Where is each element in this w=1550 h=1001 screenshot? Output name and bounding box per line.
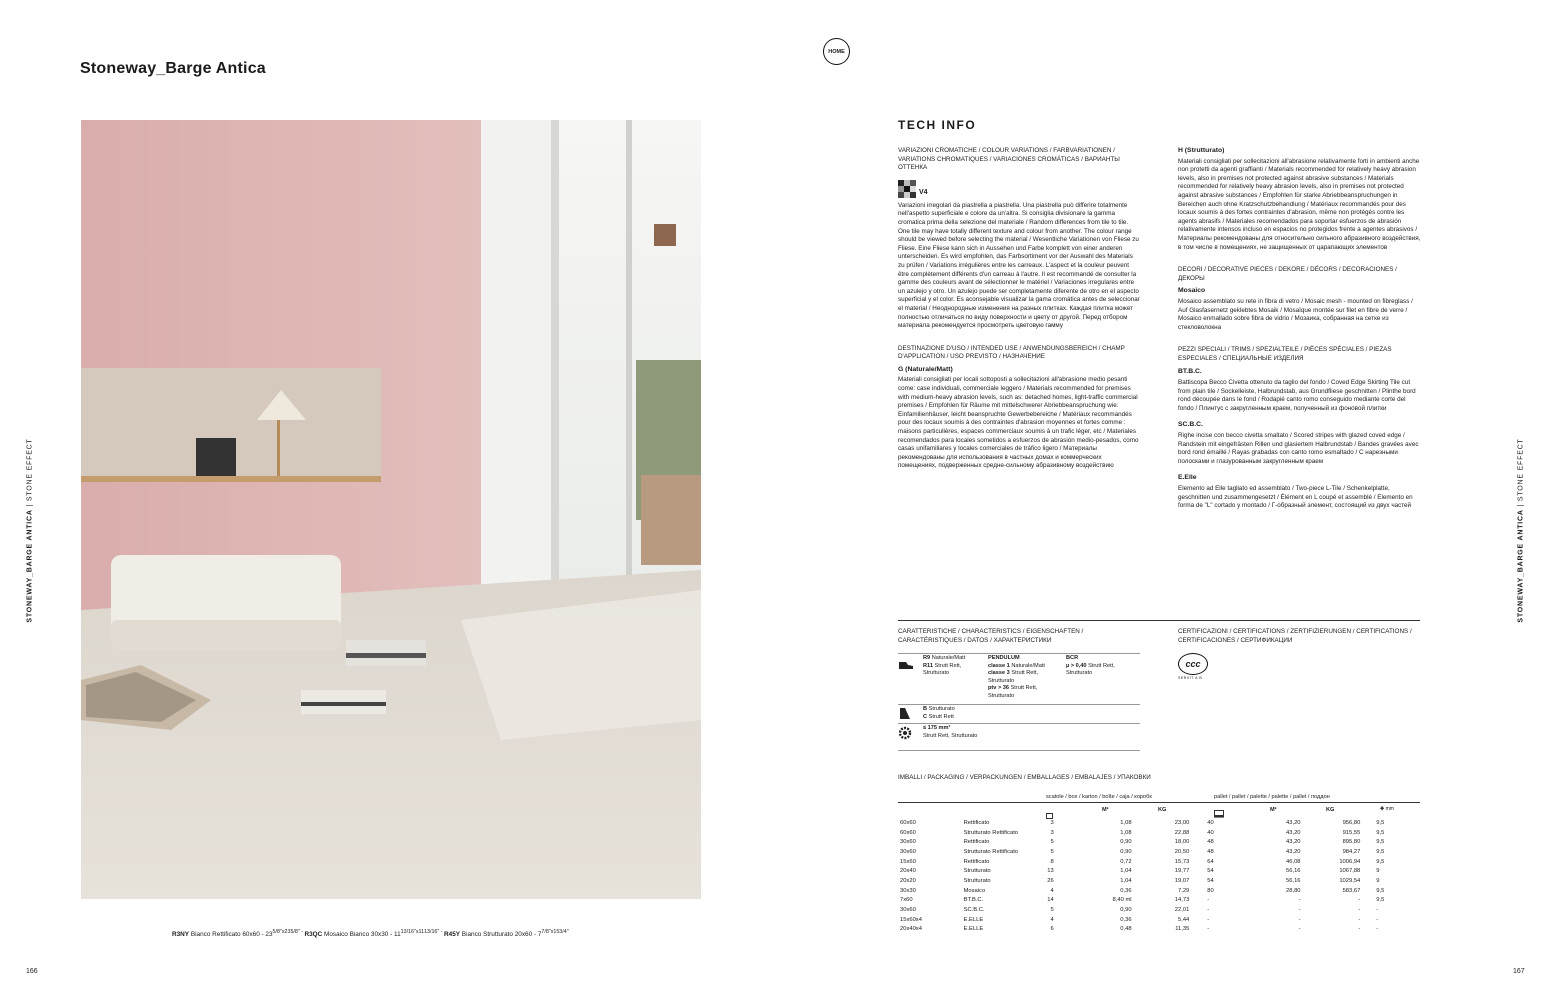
packaging-cell: 56,16 [1286,868,1301,875]
packaging-row [898,857,1420,867]
trim-text: Battiscopa Becco Civetta ottenuto da taglio del fondo / Coved Edge Skirting Tile cut from plain tile / Sockelleiste, Halbrundstab, aus Grundfliese geschnitten / Plinthe bord rond découpée dans le fond / Rodapié canto romo conseguido mediante corte del fondo / Плинтус с закругленным краем, полученный из фоновой плитки [1178,379,1416,412]
decor-heading: DECORI / DECORATIVE PIECES / DEKORE / DÉCORS / DECORACIONES / ДЕКОРЫ [1178,266,1397,282]
packaging-cell: 20x40x4 [900,926,922,933]
decor-text: Mosaico assemblato su rete in fibra di vetro / Mosaic mesh - mounted on fibreglass / Auf Glasfasernetz geklebtes Mosaik / Mosaïque montée sur filet en fibre de verre / Mosaico enmallado sobre fibra de vidrio / Мозаика, собранная на сетке из стекловолокна [1178,297,1413,331]
h-strutturato-section [1178,147,1423,252]
thickness-header: ✚ mm [1380,806,1394,812]
packaging-cell: SC.B.C. [963,907,985,914]
pallet-kg-header: KG [1326,807,1335,813]
packaging-row [898,925,1420,935]
packaging-cell: 1067,88 [1339,868,1361,875]
page-number-right: 167 [1513,968,1525,975]
box-kg-header: KG [1158,807,1167,813]
packaging-cell: 4 [1050,916,1054,923]
trim-text: Righe incise con becco civetta smaltato / Scored stripes with glazed coved edge / Randstein mit eingefrästen Rillen und glasiertem Halbrundstab / Bandes gravées avec bord rond émaillé / Rayas grabadas con canto romo esmaltado / С нарезными полосками и глазурованным закругленным краем [1178,432,1419,465]
packaging-row [898,828,1420,838]
packaging-cell: 0,36 [1120,916,1132,923]
packaging-row [898,818,1420,828]
packaging-cell: 3 [1050,819,1054,826]
h-strutturato-subheading: H (Strutturato) [1178,147,1225,154]
packaging-cell: Rettificato [963,858,990,865]
packaging-cell: 1029,54 [1339,877,1361,884]
packaging-cell: 9,5 [1376,829,1385,836]
packaging-cell: 14,73 [1174,897,1190,904]
certifications-section [1178,628,1423,645]
packaging-row [898,866,1420,876]
packaging-cell: 40 [1207,829,1214,836]
packaging-row [898,905,1420,915]
packaging-cell: 1,08 [1120,819,1132,826]
packaging-cell: 4 [1050,887,1054,894]
abrasion-values: ≤ 175 mm³ Strutt Rett, Strutturato [923,725,978,739]
packaging-cell: 43,20 [1286,819,1301,826]
packaging-heading: IMBALLI / PACKAGING / VERPACKUNGEN / EMBALLAGES / EMBALAJES / УПАКОВКИ [898,774,1151,781]
packaging-cell: Strutturato [963,877,991,884]
packaging-cell: 5 [1050,848,1054,855]
packaging-cell: 18,00 [1174,839,1190,846]
packaging-cell: Strutturato [963,868,991,875]
trim-subheading: BT.B.C. [1178,368,1202,376]
characteristics-divider [898,704,1140,705]
decor-subheading: Mosaico [1178,287,1206,295]
packaging-cell: 9 [1376,877,1380,884]
packaging-cell: 0,90 [1120,907,1132,914]
photo-caption: R3NY Bianco Rettificato $60x60 - 23^{5/8"x235/8" -}$ R3QC Mosaico Bianco $30x30 - 11^{13/16"x1113/16" -}$ R45Y Bianco Strutturato $20x60 - 7^{7/8"x153/4"}$ [172,929,569,939]
intended-use-subheading: G (Naturale/Matt) [898,365,953,373]
packaging-table [898,818,1420,934]
packaging-cell: - [1358,916,1361,923]
trims-heading: PEZZI SPECIALI / TRIMS / SPEZIALTEILE / PIÈCES SPÉCIALES / PIEZAS ESPECIALES / СПЕЦИАЛЬНЫЕ ИЗДЕЛИЯ [1178,346,1392,362]
pallet-m2-header: M² [1270,807,1277,813]
packaging-cell: E.ELLE [963,926,984,933]
packaging-cell: 20x40 [900,868,916,875]
packaging-cell: 1,04 [1120,868,1132,875]
packaging-row [898,886,1420,896]
packaging-cell: 0,48 [1120,926,1132,933]
packaging-cell: 20x20 [900,877,916,884]
colour-variations-section [898,147,1141,331]
packaging-cell: Rettificato [963,819,990,826]
packaging-cell: 48 [1207,848,1214,855]
packaging-cell: - [1298,916,1301,923]
characteristics-divider [898,723,1140,724]
packaging-cell: - [1298,926,1301,933]
packaging-cell: 956,80 [1342,819,1361,826]
pallet-group-label: pallet / pallet / palette / palette / pallet / поддон [1214,794,1330,800]
tech-right-column [1178,147,1423,511]
tech-info-title: TECH INFO [898,118,977,132]
packaging-cell: 0,36 [1120,887,1132,894]
packaging-cell: 80 [1207,887,1214,894]
packaging-cell: 30x60 [900,848,916,855]
section-divider [898,620,1420,621]
packaging-cell: Strutturato Rettificato [963,829,1019,836]
packaging-cell: 64 [1207,858,1214,865]
colour-variations-text: Variazioni irregolari da piastrella a piastrella. Una piastrella può differire totalmente nell'aspetto superficiale e colore da un'altra. Si consiglia divisionare la gamma cromatica prima della selezione del materiale / Random differences from tile to tile. One tile may have totally different texture and colour from another. The colour range should be viewed before selecting the material / Wesentliche Variationen von Fliese zu Fliese. Eine Fliese kann sich in Aussehen und Farbe komplett von einer anderen unterscheiden. Es wird empfohlen, das Farbsortiment vor der Auswahl des Materials zu prüfen / Variations irrégulières entre les carreaux. L'aspect et la couleur peuvent être complètement différents d'un carreau à l'autre. Il est recommandé de consulter la gamme des couleurs avant de sélectionner le matériel / Variaciones irregulares entre un azulejo y otro. Un azulejo puede ser completamente diferente de otro en el aspecto superficial y el color. Es aconsejable visualizar la gama cromática antes de seleccionar el material / Неоднородные изменения на разных плитках. Каждая плитка может полностью отличаться по виду поверхности и цвету от другой. Перед отбором материала рекомендуется просмотреть цветовую гамму [898,201,1140,330]
characteristics-heading: CARATTERISTICHE / CHARACTERISTICS / EIGENSCHAFTEN / CARACTÉRISTIQUES / DATOS / ХАРАКТЕРИСТИКИ [898,628,1084,644]
packaging-table-wrapper [898,818,1420,934]
packaging-cell: 9 [1376,868,1380,875]
packaging-cell: 9,5 [1376,897,1385,904]
characteristics-section [898,628,1141,645]
side-label-right: STONEWAY_BARGE ANTICA | STONE EFFECT [1517,438,1525,623]
packaging-cell: 54 [1207,868,1214,875]
trims-section [1178,346,1423,511]
packaging-cell: 915,55 [1342,829,1361,836]
packaging-cell: 583,67 [1342,887,1361,894]
packaging-cell: 5,44 [1178,916,1190,923]
packaging-cell: 0,90 [1120,839,1132,846]
colour-variations-heading: VARIAZIONI CROMATICHE / COLOUR VARIATIONS / FARBVARIATIONEN / VARIATIONS CHROMATIQUES / VARIACIONES CROMÁTICAS / ВАРИАНТЫ ОТТЕНКА [898,147,1120,172]
tech-left-column [898,147,1141,471]
packaging-cell: Rettificato [963,839,990,846]
trim-subheading: SC.B.C. [1178,421,1203,429]
packaging-cell: 30x60 [900,839,916,846]
packaging-cell: 1,04 [1120,877,1132,884]
packaging-cell: BT.B.C. [963,897,984,904]
h-strutturato-text: Materiali consigliati per sollecitazioni all'abrasione relativamente forti in ambienti anche non protetti da agenti graffianti / Materials recommended for relatively heavy abrasion levels, also in premises not protected against abrasive substances / Materials recommended for relatively heavy abrasion levels, also in premises not protected against abrasive substances / Empfohlen für starke Abriebbeanspruchungen in Bereichen auch ohne Kratzschutzbehandlung / Matériaux recommandés pour des locaux soumis à des fortes contraintes d'abrasion, même non protégés contre les agents abrasifs / Materiales recomendados para soportar esfuerzos de abrasión relativamente intensos incluso en espacios no protegidos frente a agentes abrasivos / Материалы рекомендованы для относительно сильного абразивного воздействия, в том числе в помещениях, не защищенных от царапающих элементов [1178,157,1421,251]
room-photo [81,120,701,899]
packaging-cell: 14 [1047,897,1054,904]
ccc-logo: ccc [1178,653,1208,675]
packaging-row [898,837,1420,847]
packaging-cell: 895,80 [1342,839,1361,846]
packaging-cell: 8,40 ml [1112,897,1132,904]
packaging-cell: Strutturato Rettificato [963,848,1019,855]
gear-icon [898,726,912,745]
bcr-values: BCR µ > 0,40 Strutt Rett, Strutturato [1066,655,1115,677]
packaging-cell: 9,5 [1376,819,1385,826]
page-title: Stoneway_Barge Antica [80,60,266,77]
intended-use-heading: DESTINAZIONE D'USO / INTENDED USE / ANWENDUNGSBEREICH / CHAMP D'APPLICATION / USO PREVISTO / НАЗНАЧЕНИЕ [898,344,1125,361]
ccc-logo-caption: SERVIT A B [1178,676,1203,680]
packaging-cell: 9,5 [1376,887,1385,894]
packaging-cell: 20,50 [1174,848,1190,855]
packaging-cell: - [1207,897,1210,904]
packaging-cell: 9,5 [1376,858,1385,865]
packaging-row [898,915,1420,925]
packaging-cell: 984,27 [1342,848,1361,855]
packaging-cell: 30x30 [900,887,916,894]
decor-section [1178,266,1423,332]
stain-values: B Strutturato C Strutt Rett [923,706,955,720]
packaging-cell: 56,16 [1286,877,1301,884]
packaging-cell: 26 [1047,877,1054,884]
side-label-left: STONEWAY_BARGE ANTICA | STONE EFFECT [26,438,34,623]
packaging-cell: 15,73 [1174,858,1190,865]
packaging-cell: - [1376,916,1379,923]
pendulum-values: PENDULUM classe 1 Naturale/Matt classe 3 Strutt Rett, Strutturato ptv > 36 Strutt Rett, Strutturato [988,655,1045,699]
colour-variation-icon [898,180,916,198]
packaging-row [898,896,1420,906]
packaging-cell: 13 [1047,868,1054,875]
packaging-cell: 19,77 [1174,868,1190,875]
packaging-cell: - [1358,926,1361,933]
box-m2-header: M² [1102,807,1109,813]
packaging-cell: 6 [1050,926,1054,933]
packaging-cell: - [1298,907,1301,914]
packaging-cell: 46,08 [1286,858,1301,865]
packaging-cell: 15x60 [900,858,916,865]
packaging-table-body [898,818,1420,934]
shoe-icon [898,657,916,675]
characteristics-divider [898,653,1140,654]
box-group-label: scatole / box / karton / boîte / caja / коробк [1046,794,1152,800]
packaging-cell: 8 [1050,858,1054,865]
packaging-cell: 40 [1207,819,1214,826]
packaging-cell: 28,80 [1286,887,1301,894]
packaging-row [898,876,1420,886]
slip-r-values: R9 Naturale/Matt R11 Strutt Rett, Strutturato [923,655,966,677]
packaging-cell: 30x60 [900,907,916,914]
packaging-cell: - [1376,926,1379,933]
certifications-heading: CERTIFICAZIONI / CERTIFICATIONS / ZERTIFIZIERUNGEN / CERTIFICATIONS / CERTIFICACIONES / СЕРТИФИКАЦИИ [1178,628,1412,644]
packaging-cell: 22,88 [1174,829,1190,836]
packaging-cell: 1006,94 [1339,858,1361,865]
packaging-cell: E.ELLE [963,916,984,923]
variation-code: V4 [919,189,928,197]
trim-subheading: E.Elle [1178,474,1197,482]
packaging-cell: - [1298,897,1301,904]
packaging-cell: 54 [1207,877,1214,884]
packaging-cell: Mosaico [963,887,986,894]
trim-text: Elemento ad Elle tagliato ed assemblato / Two-piece L-Tile / Schenkelplatte, geschnitten und zusammengesetzt / Élément en L coupé et assemblé / Elemento en forma de "L" cortado y montado / Г-образный элемент, состоящий из двух частей [1178,485,1413,510]
packaging-cell: 60x60 [900,829,916,836]
packaging-cell: 9,5 [1376,848,1385,855]
packaging-cell: - [1358,897,1361,904]
packaging-cell: 22,01 [1174,907,1190,914]
packaging-cell: - [1207,926,1210,933]
packaging-cell: 11,35 [1175,926,1190,933]
page-number-left: 166 [26,968,38,975]
home-button[interactable]: HOME [823,38,850,65]
packaging-cell: 7,29 [1178,887,1190,894]
packaging-cell: 15x60x4 [900,916,922,923]
packaging-cell: 19,07 [1174,877,1190,884]
packaging-cell: - [1358,907,1361,914]
characteristics-divider [898,750,1140,751]
packaging-cell: 5 [1050,907,1054,914]
packaging-cell: - [1207,907,1210,914]
packaging-cell: 23,00 [1174,819,1190,826]
packaging-cell: 43,20 [1286,839,1301,846]
thickness-icon: ✚ [1380,806,1385,812]
packaging-cell: 1,08 [1120,829,1132,836]
packaging-cell: 43,20 [1286,829,1301,836]
packaging-cell: 7x60 [900,897,913,904]
packaging-rule [898,802,1420,803]
packaging-cell: - [1376,907,1379,914]
packaging-cell: 9,5 [1376,839,1385,846]
packaging-row [898,847,1420,857]
packaging-cell: 5 [1050,839,1054,846]
intended-use-text: Materiali consigliati per locali sottoposti a sollecitazioni all'abrasione medio pesanti come: case individuali, commerciale leggero / Materials recommended for premises with medium-heavy abrasion levels, such as: detached homes, light-traffic commercial premises / Empfohlen für Räume mit mittelschwerer Abriebbeanspruchung wie: Einfamilienhäuser, leicht beanspruchte Gewerbebereiche / Matériaux recommandés pour des locaux soumis à des contraintes d'abrasion moyennes et fortes comme : maisons particulières, espaces commerciaux soumis à un trafic léger, etc / Materiales recomendados para locales sometidos a esfuerzos de abrasión medio-pesados, como casas unifamiliares y locales comerciales de tráfico ligero / Материалы рекомендованы для использования в частных домах и коммерческих помещениях, подверженных средне-сильному абразивному воздействию [898,376,1139,470]
packaging-cell: - [1207,916,1210,923]
packaging-cell: 48 [1207,839,1214,846]
packaging-cell: 43,20 [1286,848,1301,855]
packaging-cell: 0,72 [1120,858,1132,865]
packaging-cell: 60x60 [900,819,916,826]
intended-use-section [898,345,1141,471]
packaging-cell: 3 [1050,829,1054,836]
packaging-cell: 0,90 [1120,848,1132,855]
